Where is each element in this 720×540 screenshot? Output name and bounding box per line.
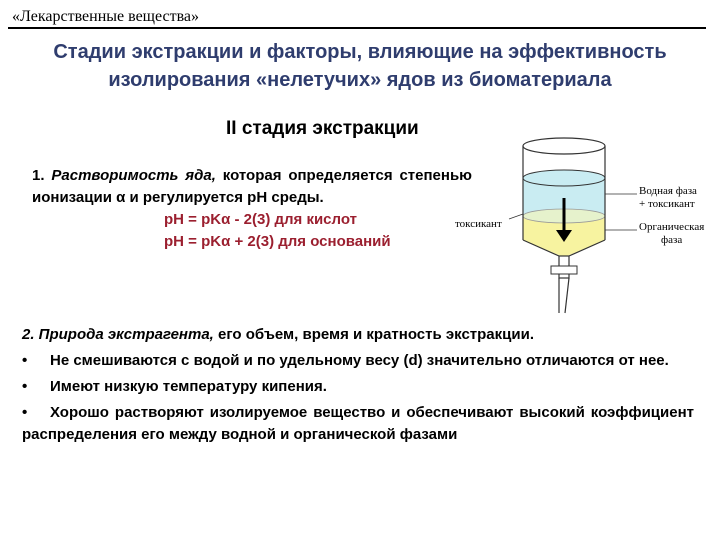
bullet-item	[22, 402, 694, 446]
factor-2-block	[22, 324, 694, 450]
leader-toxicant	[509, 214, 523, 219]
aqueous-phase-top	[523, 170, 605, 186]
formula-acids: pH = pKα - 2(3) для кислот	[164, 211, 357, 228]
page-title-line-2: изолирования «нелетучих» ядов из биоматериала	[108, 69, 612, 91]
factor-1-number: 1.	[32, 167, 45, 184]
page-title-line-1: Стадии экстракции и факторы, влияющие на эффективность	[53, 41, 667, 63]
separating-funnel-diagram	[455, 128, 720, 333]
bullet-icon: •	[22, 404, 28, 421]
factor-1-term: Растворимость яда,	[51, 167, 216, 184]
stopcock-icon	[551, 266, 577, 274]
label-organic-phase: Органическая фаза	[639, 221, 705, 246]
stem-right	[565, 278, 569, 313]
header-label: «Лекарственные вещества»	[12, 8, 200, 25]
bullet-text-2: Имеют низкую температуру кипения.	[50, 378, 327, 395]
factor-1-text: которая определяется степенью ионизации α и регулируется pH среды.	[32, 167, 472, 206]
bullet-icon: •	[22, 352, 28, 369]
label-aqueous-phase: Водная фаза + токсикант	[639, 185, 697, 210]
bullet-text-3: Хорошо растворяют изолируемое вещество и обеспечивают высокий коэффициент распределения его между водной и органической фазами	[22, 404, 694, 443]
bullet-icon: •	[22, 378, 28, 395]
bullet-item	[22, 350, 694, 372]
factor-1-paragraph	[32, 165, 472, 209]
factor-2-term: 2. Природа экстрагента,	[22, 326, 214, 343]
page-title	[0, 38, 720, 94]
formula-bases: pH = pKα + 2(3) для оснований	[164, 233, 391, 250]
header-divider	[8, 27, 706, 29]
bullet-item	[22, 376, 694, 398]
bullet-text-1: Не смешиваются с водой и по удельному весу (d) значительно отличаются от нее.	[50, 352, 669, 369]
label-toxicant: токсикант	[455, 218, 502, 230]
factor-2-text: его объем, время и кратность экстракции.	[213, 326, 534, 343]
stage-title: II стадия экстракции	[226, 118, 419, 139]
vessel-top-rim	[523, 138, 605, 154]
factor-2-heading	[22, 324, 694, 346]
